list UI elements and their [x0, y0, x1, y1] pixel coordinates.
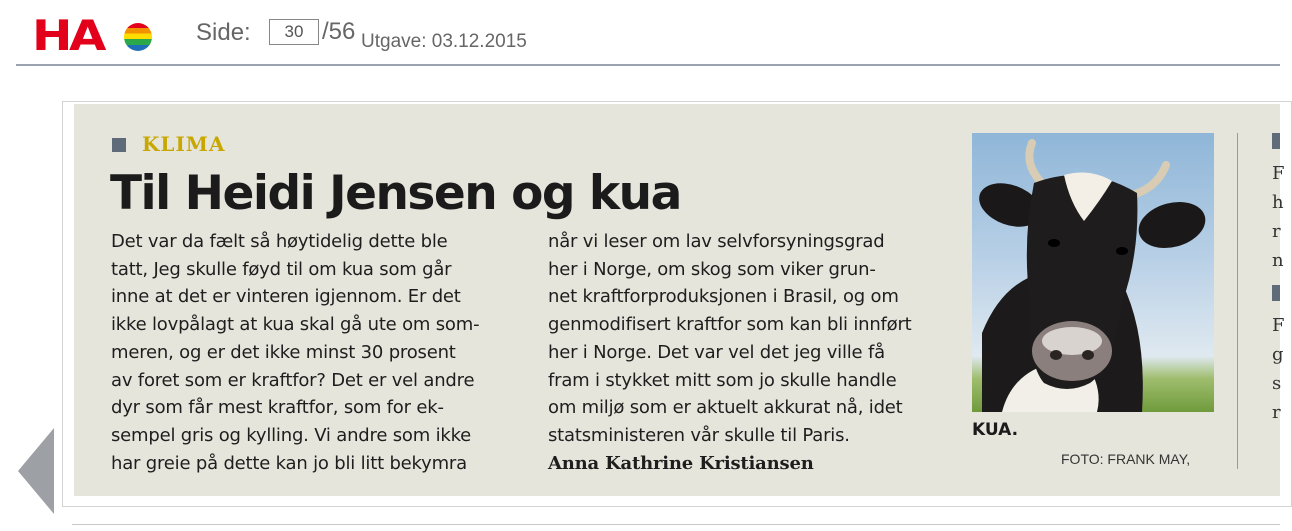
column-divider	[1237, 133, 1238, 469]
page-total: /56	[322, 18, 356, 45]
body-line: Det var da fælt så høytidelig dette ble	[111, 231, 448, 252]
fragment-line: F	[1272, 315, 1285, 336]
body-line: sempel gris og kylling. Vi andre som ikke	[111, 424, 472, 446]
body-line: meren, og er det ikke minst 30 prosent	[111, 341, 456, 363]
logo-text: HA	[32, 11, 103, 60]
photo-credit: FOTO: FRANK MAY,	[1061, 451, 1191, 467]
body-line: tatt, Jeg skulle føyd til om kua som går	[111, 258, 452, 280]
fragment-line: h	[1272, 192, 1284, 213]
ha-logo[interactable]	[32, 11, 154, 60]
body-line: her i Norge, om skog som viker grun-	[548, 258, 876, 280]
body-line: av foret som er kraftfor? Det er vel andre	[111, 369, 475, 391]
rainbow-ball-icon	[124, 23, 152, 51]
header-divider	[16, 64, 1280, 66]
page-bottom-divider	[72, 524, 1280, 525]
body-line: statsministeren vår skulle til Paris.	[548, 424, 850, 446]
fragment-line: F	[1272, 163, 1285, 184]
fragment-line: g	[1272, 344, 1284, 365]
top-bar	[0, 0, 1280, 66]
body-line: fram i stykket mitt som jo skulle handle	[548, 369, 897, 391]
body-line: om miljø som er aktuelt akkurat nå, idet	[548, 397, 903, 419]
fragment-line: r	[1272, 221, 1281, 242]
photo-caption: KUA.	[972, 420, 1019, 440]
page-number-input[interactable]	[269, 19, 319, 45]
kicker-text: KLIMA	[142, 132, 226, 156]
next-article-fragment	[1272, 133, 1285, 427]
page-label: Side:	[196, 19, 251, 46]
body-line: her i Norge. Det var vel det jeg ville få	[548, 341, 885, 363]
body-line: dyr som får mest kraftfor, som for ek-	[111, 397, 444, 419]
article-headline: Til Heidi Jensen og kua	[110, 166, 681, 221]
fragment-line: s	[1272, 373, 1282, 394]
byline: Anna Kathrine Kristiansen	[548, 452, 814, 474]
cow-illustration	[972, 133, 1214, 412]
article-column-2	[548, 228, 912, 477]
cow-photo[interactable]	[972, 133, 1214, 412]
article-column-1	[111, 228, 479, 477]
next-article-square-icon	[1272, 133, 1280, 149]
body-line: når vi leser om lav selvforsyningsgrad	[548, 231, 885, 252]
fragment-line: r	[1272, 402, 1281, 423]
body-line: har greie på dette kan jo bli litt bekymra	[111, 452, 467, 474]
prev-page-arrow-icon[interactable]	[18, 428, 54, 514]
fragment-line: n	[1272, 250, 1284, 271]
body-line: ikke lovpålagt at kua skal gå ute om som-	[111, 314, 480, 336]
body-line: genmodifisert kraftfor som kan bli innført	[548, 314, 912, 336]
body-line: net kraftforproduksjonen i Brasil, og om	[548, 286, 899, 308]
kicker-square-icon	[112, 138, 126, 152]
body-line: inne at det er vinteren igjennom. Er det	[111, 286, 461, 308]
next-article-square-icon	[1272, 285, 1280, 301]
edition-date: Utgave: 03.12.2015	[361, 31, 527, 52]
